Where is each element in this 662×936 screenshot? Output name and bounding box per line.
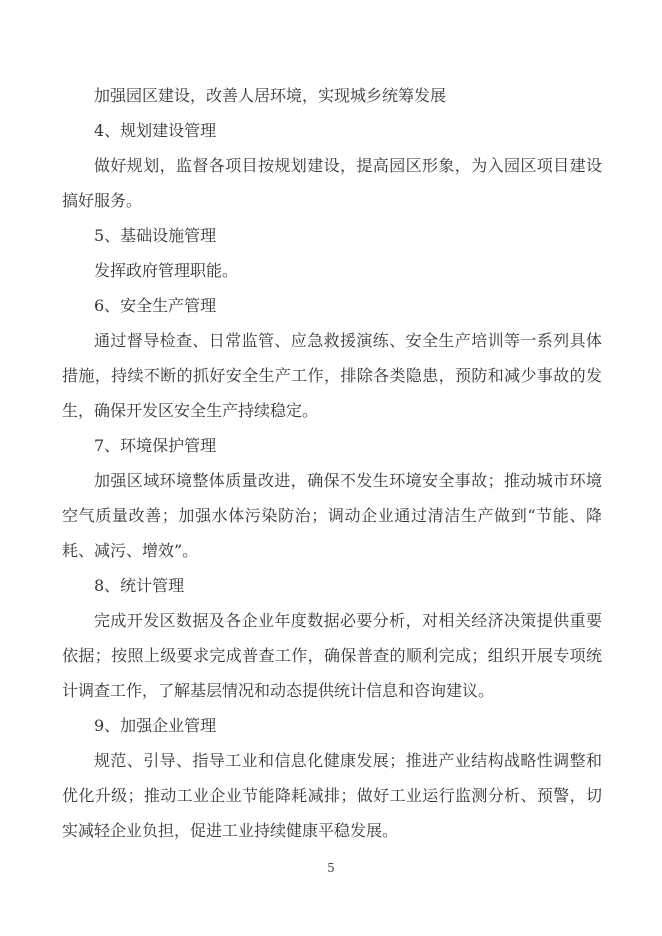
section-heading: 9、加强企业管理 <box>94 716 217 735</box>
paragraph: 完成开发区数据及各企业年度数据必要分析，对相关经济决策提供重要依据；按照上级要求完成普查工作，确保普查的顺利完成；组织开展专项统计调查工作，了解基层情况和动态提供统计信息和咨询建议。 <box>62 611 602 700</box>
section-heading: 4、规划建设管理 <box>94 121 217 140</box>
document-body <box>62 78 602 848</box>
section-heading: 6、安全生产管理 <box>94 296 217 315</box>
section-heading: 5、基础设施管理 <box>94 226 217 245</box>
paragraph: 做好规划，监督各项目按规划建设，提高园区形象，为入园区项目建设搞好服务。 <box>62 156 602 210</box>
section-heading: 8、统计管理 <box>94 576 185 595</box>
paragraph: 发挥政府管理职能。 <box>94 261 239 280</box>
paragraph: 通过督导检查、日常监管、应急救援演练、安全生产培训等一系列具体措施，持续不断的抓好安全生产工作，排除各类隐患，预防和减少事故的发生，确保开发区安全生产持续稳定。 <box>62 331 602 420</box>
page-number: 5 <box>327 861 335 875</box>
paragraph: 加强园区建设，改善人居环境，实现城乡统筹发展 <box>94 86 447 105</box>
paragraph: 规范、引导、指导工业和信息化健康发展；推进产业结构战略性调整和优化升级；推动工业企业节能降耗减排；做好工业运行监测分析、预警，切实减轻企业负担，促进工业持续健康平稳发展。 <box>62 751 602 840</box>
paragraph: 加强区域环境整体质量改进，确保不发生环境安全事故；推动城市环境空气质量改善；加强水体污染防治；调动企业通过清洁生产做到“节能、降耗、减污、增效”。 <box>62 471 602 560</box>
section-heading: 7、环境保护管理 <box>94 436 217 455</box>
